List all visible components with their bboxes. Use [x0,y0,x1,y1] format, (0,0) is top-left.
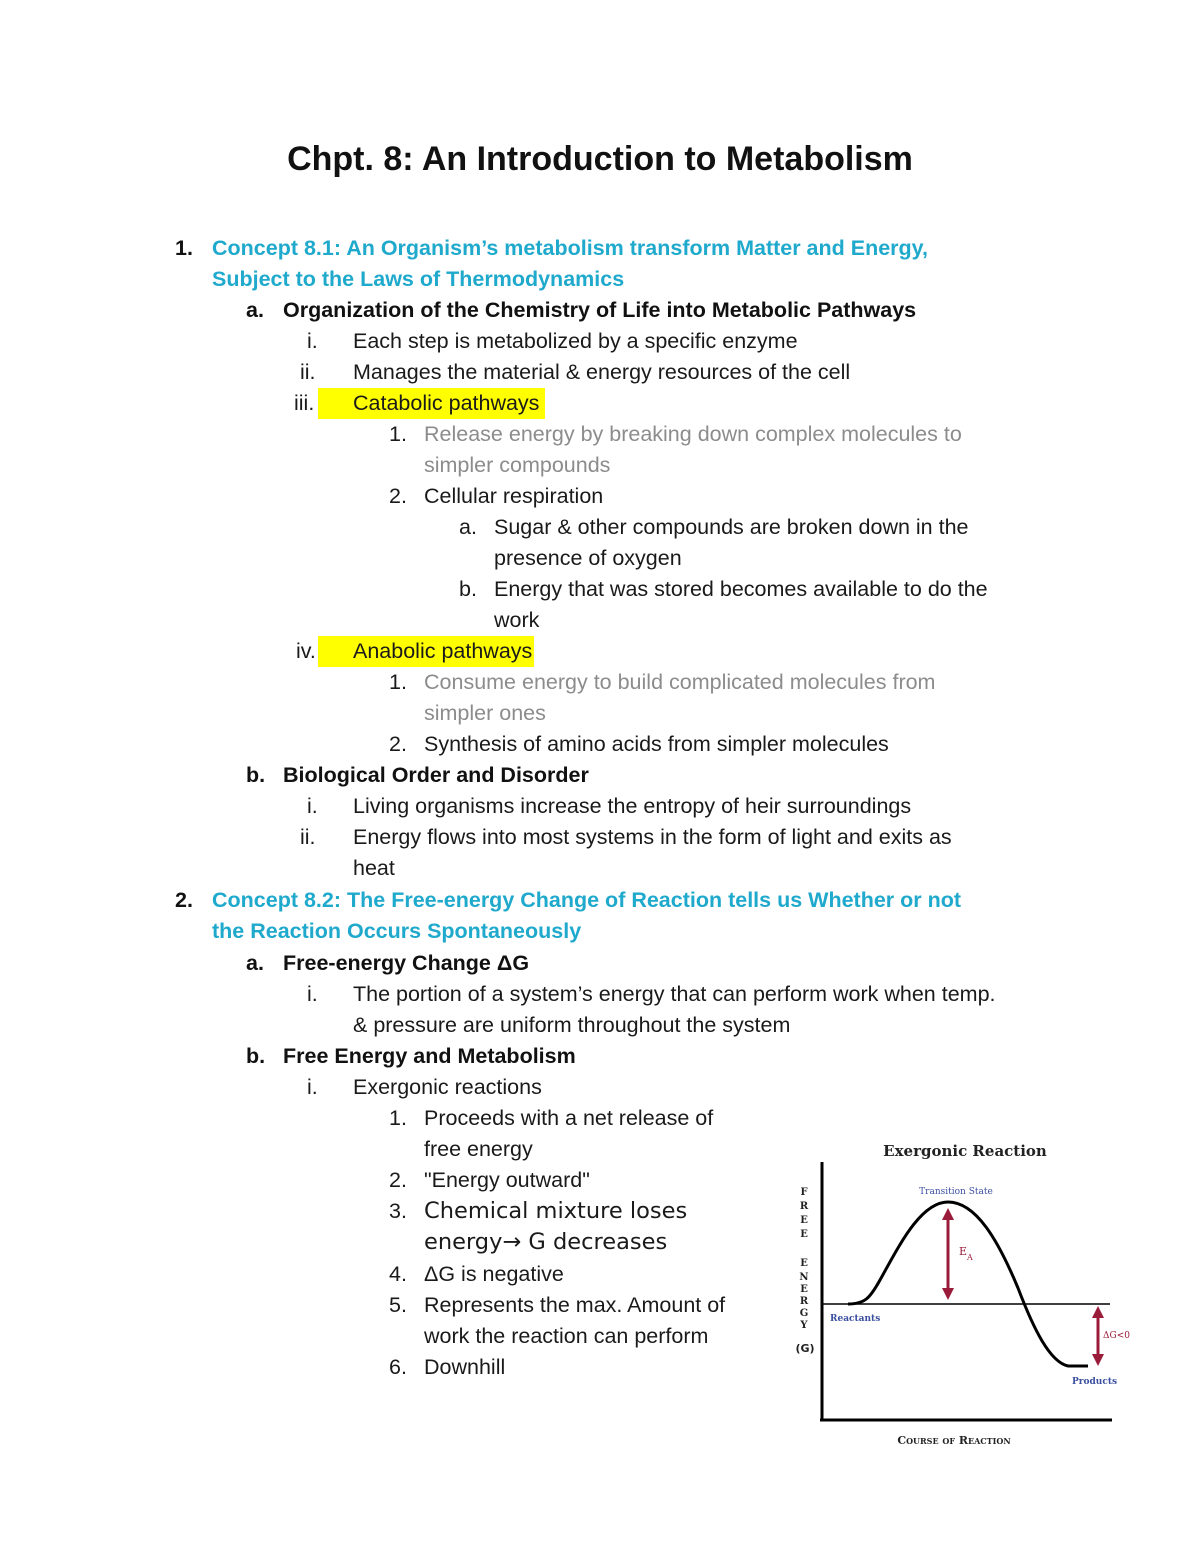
list-marker: 6. [389,1355,407,1379]
delta-g-label: ΔG<0 [1103,1331,1130,1341]
list-marker: 1. [389,422,407,446]
list-item: heat [353,856,395,880]
list-marker: a. [246,298,264,322]
y-axis-letter: E [800,1284,808,1295]
list-item: Downhill [424,1355,506,1379]
list-item: Release energy by breaking down complex molecules to [424,422,962,446]
list-item: presence of oxygen [494,546,682,570]
list-marker: b. [246,763,266,787]
y-axis-letter: Y [800,1320,808,1331]
energy-curve [848,1202,1088,1366]
list-item: & pressure are uniform throughout the system [353,1013,791,1037]
y-axis-label [799,1187,808,1331]
ea-letter: E [959,1245,968,1258]
diagram-title: Exergonic Reaction [883,1142,1047,1160]
list-marker: a. [459,515,477,539]
list-marker: 2. [389,1168,407,1192]
list-item: Each step is metabolized by a specific enzyme [353,329,798,353]
list-marker: 3. [389,1199,407,1223]
y-axis-letter: R [799,1201,809,1212]
list-marker: ii. [300,360,316,384]
list-marker: b. [459,577,477,601]
list-item: Synthesis of amino acids from simpler molecules [424,732,889,756]
y-axis-letter: N [799,1272,809,1283]
list-item: simpler ones [424,701,546,725]
concept-heading: the Reaction Occurs Spontaneously [212,919,582,943]
list-item: The portion of a system’s energy that can perform work when temp. [353,982,996,1006]
section-heading: Organization of the Chemistry of Life into Metabolic Pathways [283,298,917,322]
products-label: Products [1072,1377,1118,1387]
list-marker: 2. [389,732,407,756]
list-item: Chemical mixture loses [424,1198,688,1224]
list-item: Energy that was stored becomes available to do the [494,577,988,601]
list-item: Sugar & other compounds are broken down in the [494,515,969,539]
list-marker: i. [307,1075,318,1099]
activation-energy-label [959,1245,973,1262]
list-item: Proceeds with a net release of [424,1106,714,1130]
highlighted-item: Catabolic pathways [318,388,545,419]
list-item: ΔG is negative [424,1262,564,1286]
list-marker: 1. [389,1106,407,1130]
y-axis-letter: R [799,1296,809,1307]
y-axis-letter: E [800,1258,808,1269]
list-marker: 4. [389,1262,407,1286]
list-marker: a. [246,951,264,975]
list-marker: iv. [296,639,316,663]
ea-subscript: A [967,1253,973,1262]
list-marker: i. [307,329,318,353]
list-item: Exergonic reactions [353,1075,542,1099]
list-marker: b. [246,1044,266,1068]
y-axis-unit: (G) [795,1342,815,1355]
section-heading: Free Energy and Metabolism [283,1044,576,1068]
y-axis-letter: F [800,1187,808,1198]
list-marker: ii. [300,825,316,849]
list-marker: i. [307,794,318,818]
section-heading: Free-energy Change ΔG [283,951,530,975]
concept-heading: Concept 8.1: An Organism’s metabolism transform Matter and Energy, [212,236,929,260]
list-item: Manages the material & energy resources of the cell [353,360,851,384]
y-axis-letter: E [800,1215,808,1226]
list-item: Energy flows into most systems in the form of light and exits as [353,825,952,849]
exergonic-reaction-diagram [770,1130,1140,1460]
list-item: Living organisms increase the entropy of heir surroundings [353,794,912,818]
concept-heading: Concept 8.2: The Free-energy Change of Reaction tells us Whether or not [212,888,962,912]
section-heading: Biological Order and Disorder [283,763,589,787]
list-item: Consume energy to build complicated molecules from [424,670,936,694]
concept-number: 2. [175,888,193,912]
list-item: "Energy outward" [424,1168,590,1192]
list-marker: 2. [389,484,407,508]
highlighted-item: Anabolic pathways [318,636,534,667]
concept-number: 1. [175,236,193,260]
list-item: Cellular respiration [424,484,604,508]
transition-state-label: Transition State [919,1187,993,1197]
list-item: simpler compounds [424,453,611,477]
list-item: free energy [424,1137,533,1161]
concept-heading: Subject to the Laws of Thermodynamics [212,267,625,291]
list-item: Represents the max. Amount of [424,1293,726,1317]
list-item: work [494,608,540,632]
list-marker: iii. [294,391,315,415]
y-axis-letter: G [799,1308,809,1319]
list-marker: 1. [389,670,407,694]
x-axis-label: Course of Reaction [897,1434,1011,1447]
list-marker: i. [307,982,318,1006]
list-item: energy→ G decreases [424,1229,668,1255]
list-marker: 5. [389,1293,407,1317]
list-item: work the reaction can perform [424,1324,709,1348]
page-title: Chpt. 8: An Introduction to Metabolism [287,140,913,178]
y-axis-letter: E [800,1229,808,1240]
reactants-label: Reactants [830,1314,881,1324]
